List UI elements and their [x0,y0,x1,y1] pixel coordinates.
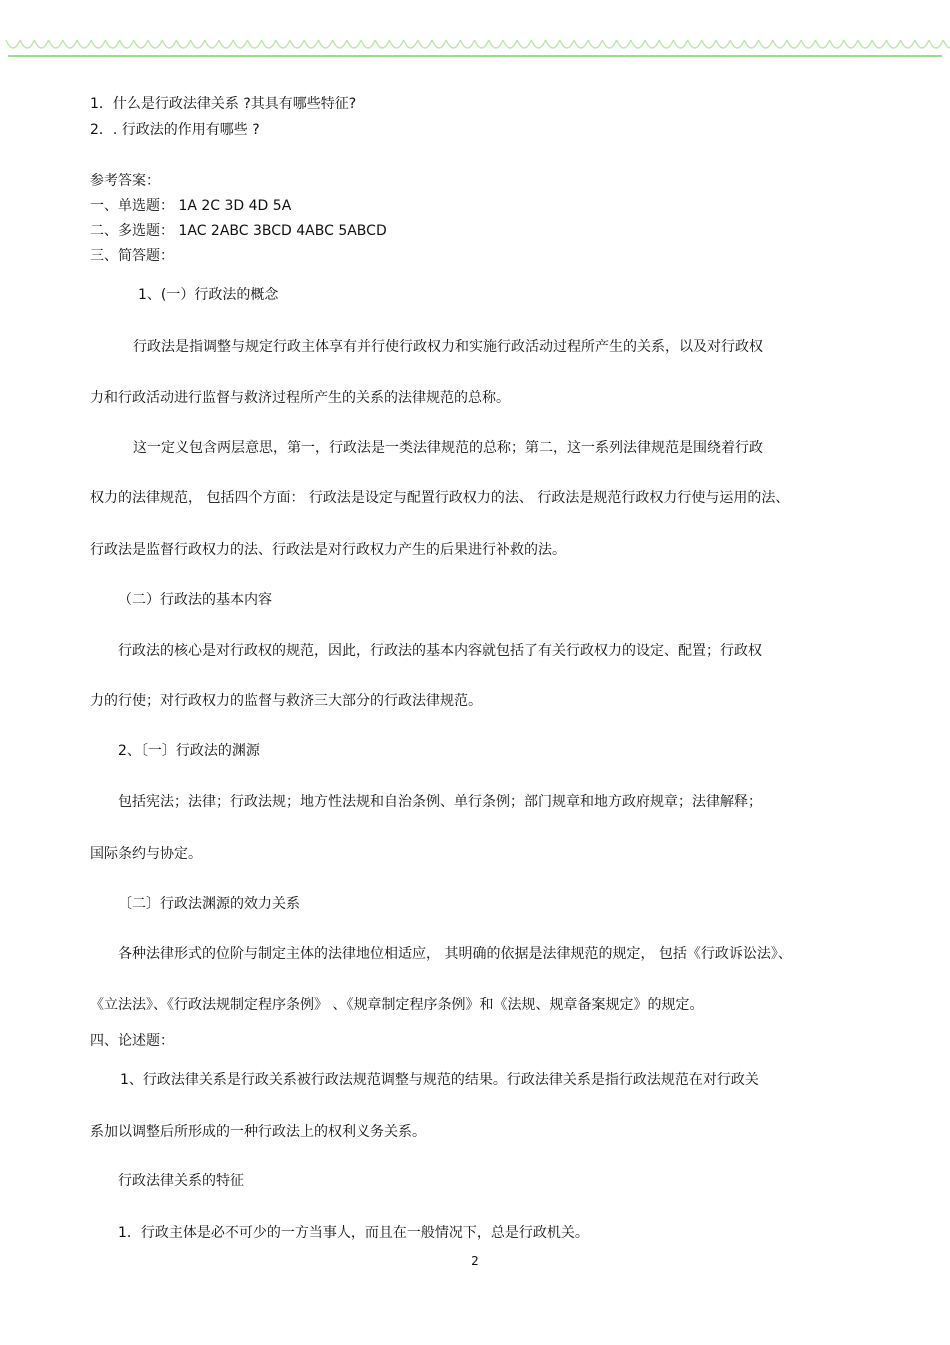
border-scallop [404,40,418,48]
border-scallop [602,40,616,48]
essay-heading: 四、论述题： [90,1033,174,1049]
border-scallop [546,40,560,48]
border-scallop [432,40,446,48]
paragraph: 1、行政法律关系是行政关系被行政法规范调整与规范的结果。行政法律关系是指行政法规范在对行政关 [120,1072,759,1088]
border-scallop [815,40,829,48]
border-scallop [489,40,503,48]
q1-subtitle-2: （二）行政法的基本内容 [118,592,272,608]
question-1: 1．什么是行政法律关系 ?其具有哪些特征? [90,96,357,112]
paragraph: 力的行使；对行政权力的监督与救济三大部分的行政法律规范。 [90,693,482,709]
border-scallop [77,40,91,48]
border-scallop [347,40,361,48]
paragraph: 系加以调整后所形成的一种行政法上的权利义务关系。 [90,1124,426,1140]
paragraph: 国际条约与协定。 [90,846,202,862]
border-scallop [318,40,332,48]
page-number: 2 [471,1254,479,1268]
border-scallop [34,40,48,48]
border-scallop [744,40,758,48]
paragraph: 各种法律形式的位阶与制定主体的法律地位相适应， 其明确的依据是法律规范的规定， 包括《行政诉讼法》、 [118,946,792,962]
border-scallop [6,40,20,48]
border-scallop [20,40,34,48]
border-scallop [120,40,134,48]
border-scallop [588,40,602,48]
border-scallop [475,40,489,48]
border-scallop [716,40,730,48]
border-scallop [176,40,190,48]
q1-title: 1、(一）行政法的概念 [138,287,279,303]
border-scallop [233,40,247,48]
multi-choice-answers: 二、多选题： 1AC 2ABC 3BCD 4ABC 5ABCD [90,223,387,239]
border-scallop [659,40,673,48]
border-scallop [460,40,474,48]
border-scallop [560,40,574,48]
paragraph: 《立法法》、《行政法规制定程序条例》 、《规章制定程序条例》和《法规、规章备案规定》的规定。 [90,997,704,1013]
border-scallop [901,40,915,48]
border-scallop [531,40,545,48]
border-scallop [63,40,77,48]
border-scallop [673,40,687,48]
border-scallop [759,40,773,48]
border-scallop [858,40,872,48]
paragraph: 行政法是指调整与规定行政主体享有并行使行政权力和实施行政活动过程所产生的关系，以及对行政权 [133,339,763,355]
border-scallop [134,40,148,48]
border-scallop [844,40,858,48]
border-scallop [645,40,659,48]
q2-title: 2、〔一〕行政法的渊源 [118,743,260,759]
paragraph: 行政法是监督行政权力的法、行政法是对行政权力产生的后果进行补救的法。 [90,542,566,558]
paragraph: 权力的法律规范， 包括四个方面： 行政法是设定与配置行政权力的法、 行政法是规范行政权力行使与运用的法、 [90,490,790,506]
border-scallop [446,40,460,48]
paragraph: 这一定义包含两层意思，第一，行政法是一类法律规范的总称；第二，这一系列法律规范是围绕着行政 [133,440,763,456]
border-scallop [105,40,119,48]
border-scallop [333,40,347,48]
decorative-border [0,30,950,70]
paragraph: 1．行政主体是必不可少的一方当事人，而且在一般情况下，总是行政机关。 [118,1225,589,1241]
short-answer-heading: 三、简答题： [90,248,174,264]
border-scallop [389,40,403,48]
border-scallop [943,40,950,48]
border-scallop [361,40,375,48]
border-scallop [517,40,531,48]
border-scallop [830,40,844,48]
answers-heading: 参考答案： [90,173,160,189]
border-scallop [247,40,261,48]
single-choice-answers: 一、单选题： 1A 2C 3D 4D 5A [90,198,292,214]
border-scallop [276,40,290,48]
border-scallop [702,40,716,48]
q2-subtitle-2: 〔二〕行政法渊源的效力关系 [118,896,300,912]
paragraph: 行政法的核心是对行政权的规范，因此，行政法的基本内容就包括了有关行政权力的设定、配置；行政权 [118,643,762,659]
border-scallop [503,40,517,48]
border-scallop [631,40,645,48]
question-2: 2．. 行政法的作用有哪些 ? [90,122,260,138]
border-scallop [375,40,389,48]
border-scallop [801,40,815,48]
border-scallop [730,40,744,48]
border-scallop [574,40,588,48]
border-scallop [49,40,63,48]
border-scallop [148,40,162,48]
border-scallop [773,40,787,48]
border-scallop [91,40,105,48]
border-scallop [929,40,943,48]
border-scallop [304,40,318,48]
border-scallop [915,40,929,48]
border-scallop [886,40,900,48]
border-scallop [787,40,801,48]
border-scallop [205,40,219,48]
paragraph: 包括宪法；法律；行政法规；地方性法规和自治条例、单行条例；部门规章和地方政府规章；法律解释； [118,794,762,810]
border-scallop [191,40,205,48]
border-scallop [688,40,702,48]
border-scallop [219,40,233,48]
essay-subtitle: 行政法律关系的特征 [118,1173,244,1189]
border-scallop [290,40,304,48]
border-scallop [617,40,631,48]
border-scallop [872,40,886,48]
paragraph: 力和行政活动进行监督与救济过程所产生的关系的法律规范的总称。 [90,390,510,406]
border-scallop [262,40,276,48]
border-scallop [418,40,432,48]
border-scallop [162,40,176,48]
